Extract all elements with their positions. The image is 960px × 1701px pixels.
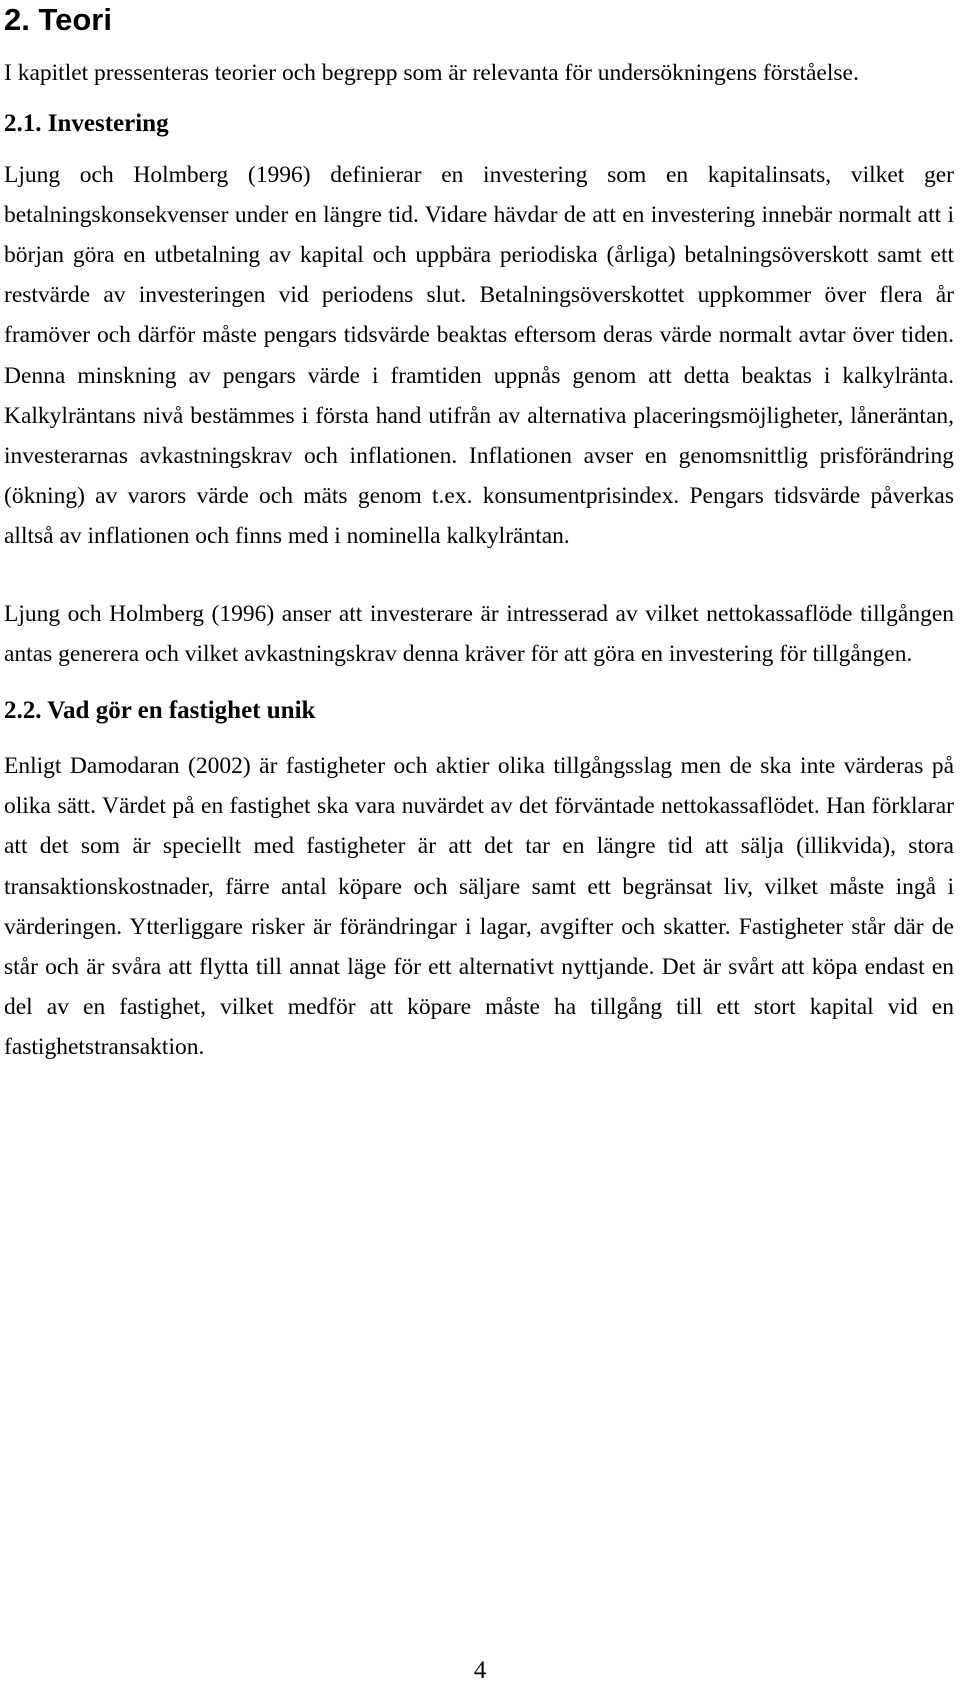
page-number: 4 bbox=[473, 1657, 487, 1684]
section-heading-investering: 2.1. Investering bbox=[4, 110, 169, 138]
section-heading-fastighet: 2.2. Vad gör en fastighet unik bbox=[4, 697, 316, 725]
page-content bbox=[4, 0, 954, 1067]
intro-paragraph: I kapitlet pressenteras teorier och begrepp som är relevanta för undersökningens förståelse. bbox=[4, 60, 859, 86]
investering-paragraph-1: Ljung och Holmberg (1996) definierar en investering som en kapitalinsats, vilket ger betalningskonsekvenser under en längre tid. Vidare hävdar de att en investering innebär normalt att i början göra en utbetalning av kapital och uppbära periodiska (årliga) betalningsöverskott samt ett restvärde av investeringen vid periodens slut. Betalningsöverskottet uppkommer över flera år framöver och därför måste pengars tidsvärde beaktas eftersom deras värde normalt avtar över tiden. Denna minskning av pengars värde i framtiden uppnås genom att detta beaktas i kalkylränta. Kalkylräntans nivå bestämmes i första hand utifrån av alternativa placeringsmöjligheter, låneräntan, investerarnas avkastningskrav och inflationen. Inflationen avser en genomsnittlig prisförändring (ökning) av varors värde och mäts genom t.ex. konsumentprisindex. Pengars tidsvärde påverkas alltså av inflationen och finns med i nominella kalkylräntan. bbox=[4, 162, 954, 549]
fastighet-paragraph: Enligt Damodaran (2002) är fastigheter och aktier olika tillgångsslag men de ska inte värderas på olika sätt. Värdet på en fastighet ska vara nuvärdet av det förväntade nettokassaflödet. Han förklarar att det som är speciellt med fastigheter är att det tar en längre tid att sälja (illikvida), stora transaktionskostnader, färre antal köpare och säljare samt ett begränsat liv, vilket måste ingå i värderingen. Ytterliggare risker är förändringar i lagar, avgifter och skatter. Fastigheter står där de står och är svåra att flytta till annat läge för ett alternativt nyttjande. Det är svårt att köpa endast en del av en fastighet, vilket medför att köpare måste ha tillgång till ett stort kapital vid en fastighetstransaktion. bbox=[4, 753, 954, 1060]
chapter-heading: 2. Teori bbox=[4, 2, 112, 37]
investering-paragraph-2: Ljung och Holmberg (1996) anser att investerare är intresserad av vilket nettokassaflöde tillgången antas generera och vilket avkastningskrav denna kräver för att göra en investering för tillgången. bbox=[4, 601, 954, 668]
